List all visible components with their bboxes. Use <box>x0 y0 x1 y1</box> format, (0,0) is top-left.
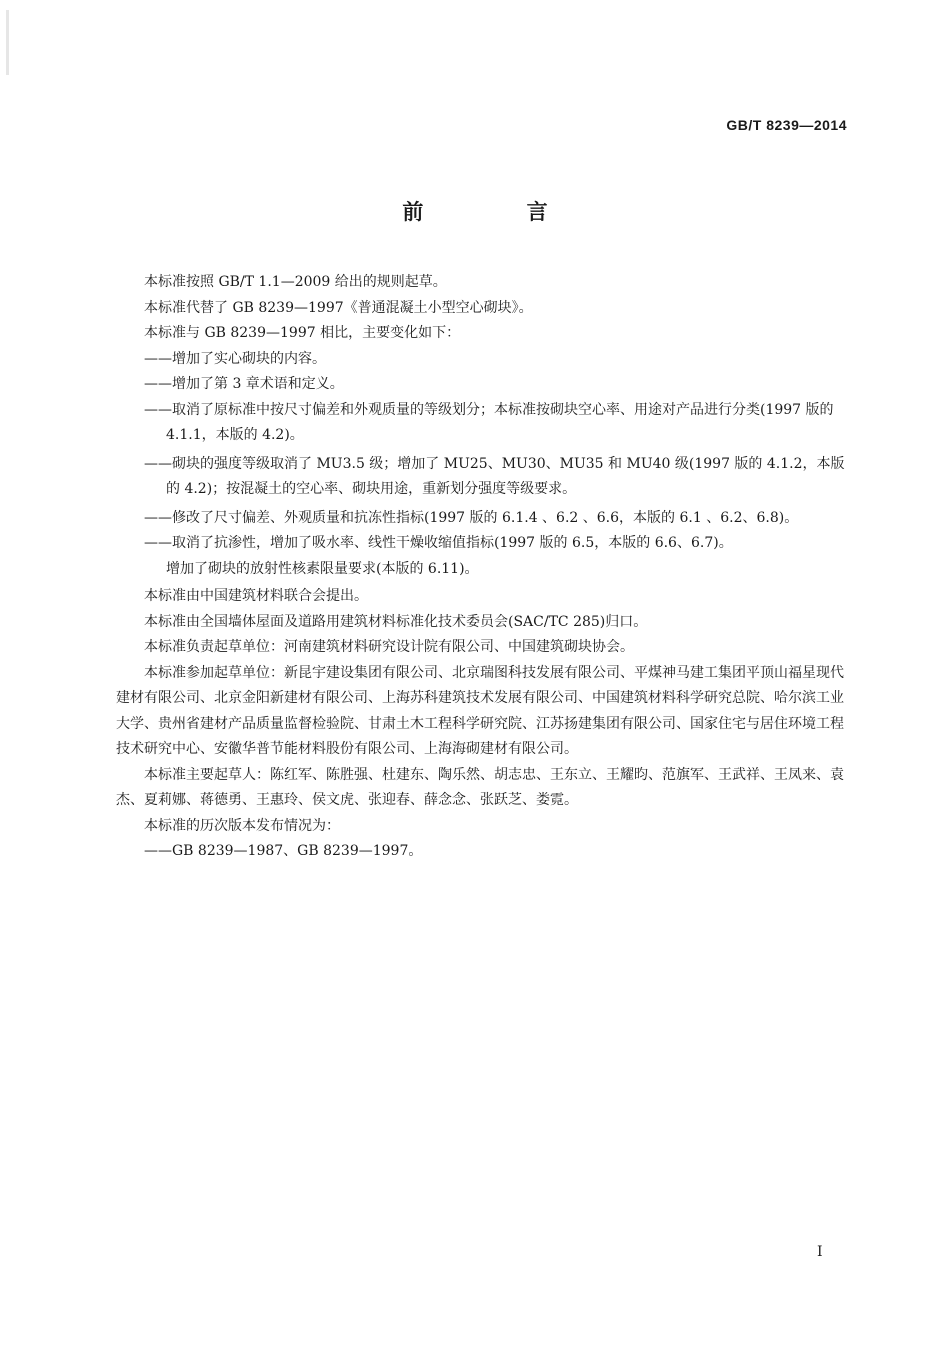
main-drafters: 本标准主要起草人：陈红军、陈胜强、杜建东、陶乐然、胡志忠、王东立、王耀昀、范旗军、王武祥、王凤来、袁杰、夏莉娜、蒋德勇、王惠玲、侯文虎、张迎春、薛念念、张跃芝、娄霓。 <box>116 766 844 808</box>
paragraph: 本标准由中国建筑材料联合会提出。 <box>144 588 368 604</box>
change-item: ——增加了实心砌块的内容。 <box>144 350 326 367</box>
change-item: ——取消了抗渗性，增加了吸水率、线性干燥收缩值指标(1997 版的 6.5，本版的 6.6、6.7)。 <box>144 535 733 551</box>
standard-number: GB/T 8239—2014 <box>726 117 847 133</box>
change-item-continued: 增加了砌块的放射性核素限量要求(本版的 6.11)。 <box>166 560 479 577</box>
page-number: I <box>817 1244 823 1260</box>
scan-edge-mark <box>6 10 9 75</box>
change-item: ——砌块的强度等级取消了 MU3.5 级；增加了 MU25、MU30、MU35 和 MU40 级(1997 版的 4.1.2，本版的 4.2)；按混凝土的空心率、砌块用途，重新划分强度等级要求。 <box>144 455 845 497</box>
paragraph: 本标准代替了 GB 8239—1997《普通混凝土小型空心砌块》。 <box>144 299 533 316</box>
change-item: ——取消了原标准中按尺寸偏差和外观质量的等级划分；本标准按砌块空心率、用途对产品进行分类(1997 版的 4.1.1，本版的 4.2)。 <box>144 401 834 443</box>
history-item: ——GB 8239—1987、GB 8239—1997。 <box>144 843 423 859</box>
paragraph: 本标准与 GB 8239—1997 相比，主要变化如下： <box>144 325 461 341</box>
participating-units: 本标准参加起草单位：新昆宇建设集团有限公司、北京瑞图科技发展有限公司、平煤神马建工集团平顶山福星现代建材有限公司、北京金阳新建材有限公司、上海苏科建筑技术发展有限公司、中国建筑材料科学研究总院、哈尔滨工业大学、贵州省建材产品质量监督检验院、甘肃土木工程科学研究院、江苏扬建集团有限公司、国家住宅与居住环境工程技术研究中心、安徽华普节能材料股份有限公司、上海海砌建材有限公司。 <box>116 664 844 757</box>
paragraph: 本标准的历次版本发布情况为： <box>144 817 340 834</box>
paragraph: 本标准按照 GB/T 1.1—2009 给出的规则起草。 <box>144 274 447 290</box>
paragraph: 本标准由全国墙体屋面及道路用建筑材料标准化技术委员会(SAC/TC 285)归口。 <box>144 613 648 630</box>
change-item: ——增加了第 3 章术语和定义。 <box>144 376 344 392</box>
foreword-body <box>116 270 850 865</box>
change-item: ——修改了尺寸偏差、外观质量和抗冻性指标(1997 版的 6.1.4 、6.2 、6.6，本版的 6.1 、6.2、6.8)。 <box>144 509 799 526</box>
paragraph: 本标准负责起草单位：河南建筑材料研究设计院有限公司、中国建筑砌块协会。 <box>144 639 634 655</box>
page-title: 前 言 <box>402 200 596 224</box>
